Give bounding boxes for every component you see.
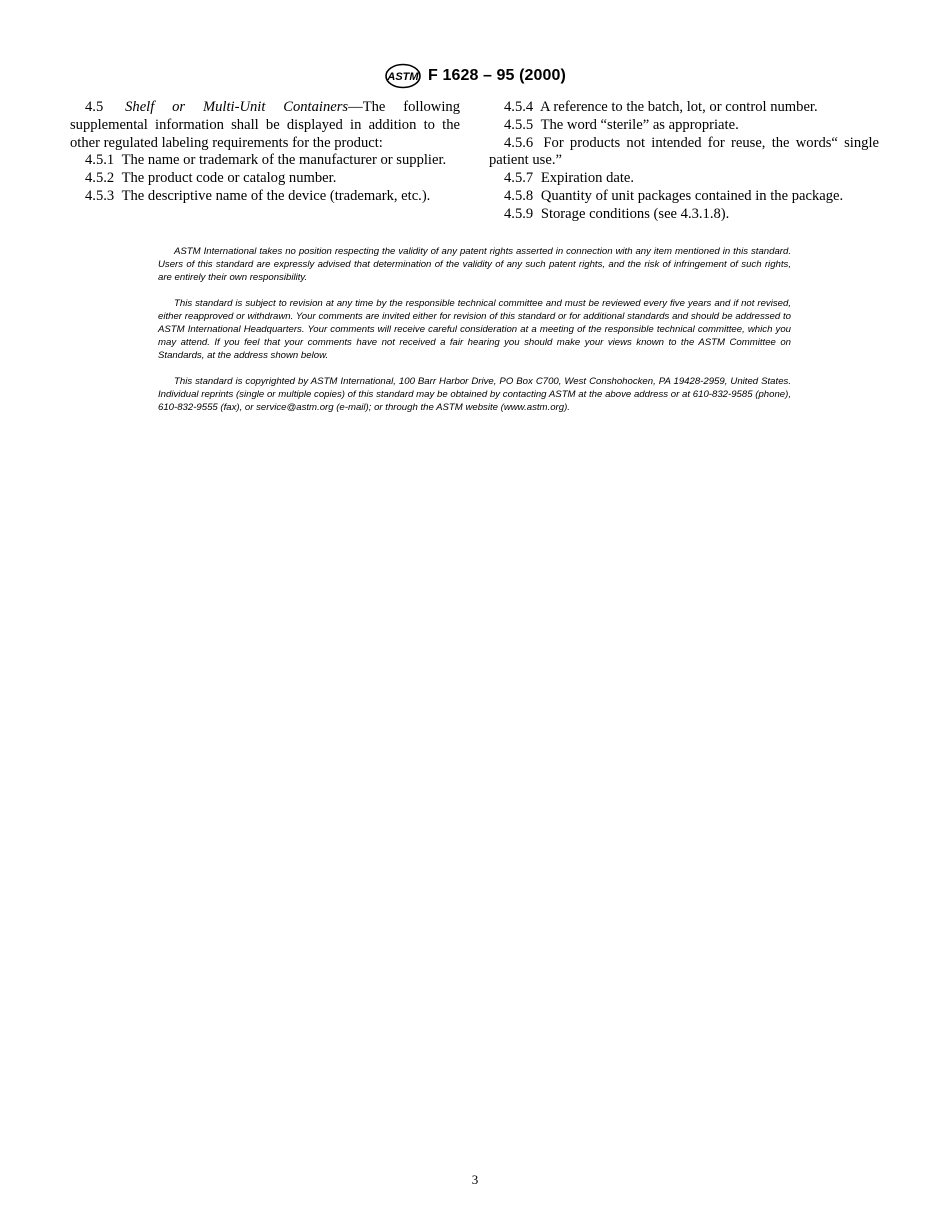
section-text: A reference to the batch, lot, or control number. [540, 99, 818, 115]
section-4-5 [70, 99, 460, 152]
section-4-5-5 [489, 117, 879, 135]
section-number: 4.5.7 [504, 170, 534, 187]
section-number: 4.5.2 [85, 170, 115, 187]
section-4-5-4 [489, 99, 879, 117]
section-4-5-8 [489, 188, 879, 206]
standard-designation: F 1628 – 95 (2000) [428, 67, 566, 84]
section-number: 4.5.1 [85, 152, 115, 169]
section-text: The product code or catalog number. [121, 170, 337, 187]
page-header [0, 63, 950, 94]
section-number: 4.5.4 [504, 99, 534, 115]
section-text: —The following supplemental information shall be displayed in addition to the other regulated labeling requirements for the product: [70, 99, 460, 151]
legal-notices [158, 245, 791, 427]
patent-notice: ASTM International takes no position respecting the validity of any patent rights asserted in connection with any item mentioned in this standard. Users of this standard are expressly advised that determination of the validity of any such patent rights, and the risk of infringement of such rights, are entirely their own responsibility. [158, 246, 791, 283]
page-number: 3 [471, 1172, 479, 1187]
section-4-5-9 [489, 206, 879, 224]
section-4-5-3 [70, 188, 460, 206]
right-column [489, 99, 879, 224]
section-number: 4.5.6 [504, 134, 534, 151]
revision-notice: This standard is subject to revision at any time by the responsible technical committee and must be reviewed every five years and if not revised, either reapproved or withdrawn. Your comments are invited either for revision of this standard or for additional standards and should be addressed to ASTM International Headquarters. Your comments will receive careful consideration at a meeting of the responsible technical committee, which you may attend. If you feel that your comments have not received a fair hearing you should make your views known to the ASTM Committee on Standards, at the address shown below. [158, 298, 791, 361]
copyright-notice: This standard is copyrighted by ASTM International, 100 Barr Harbor Drive, PO Box C700, West Conshohocken, PA 19428-2959, United States. Individual reprints (single or multiple copies) of this standard may be obtained by contacting ASTM at the above address or at 610-832-9585 (phone), 610-832-9555 (fax), or service@astm.org (e-mail); or through the ASTM website (www.astm.org). [158, 376, 791, 413]
section-4-5-6 [489, 135, 879, 171]
section-number: 4.5.5 [504, 116, 534, 133]
astm-logo-icon [384, 63, 422, 89]
section-title: Shelf or Multi-Unit Containers [125, 99, 349, 115]
section-text: Quantity of unit packages contained in the package. [540, 187, 844, 204]
section-text: The descriptive name of the device (trademark, etc.). [121, 187, 431, 204]
section-number: 4.5.8 [504, 187, 534, 204]
section-number: 4.5 [85, 99, 104, 115]
section-number: 4.5.9 [504, 205, 534, 222]
section-text: The name or trademark of the manufacturer or supplier. [121, 152, 447, 169]
svg-text:ASTM: ASTM [387, 71, 419, 83]
section-4-5-2 [70, 170, 460, 188]
section-text: Storage conditions (see 4.3.1.8). [540, 205, 730, 222]
section-4-5-7 [489, 170, 879, 188]
section-text: The word “sterile” as appropriate. [540, 116, 739, 133]
section-text: For products not intended for reuse, the words“ single patient use.” [489, 134, 879, 169]
section-text: Expiration date. [540, 170, 635, 187]
section-4-5-1 [70, 152, 460, 170]
left-column [70, 99, 460, 206]
section-number: 4.5.3 [85, 187, 115, 204]
